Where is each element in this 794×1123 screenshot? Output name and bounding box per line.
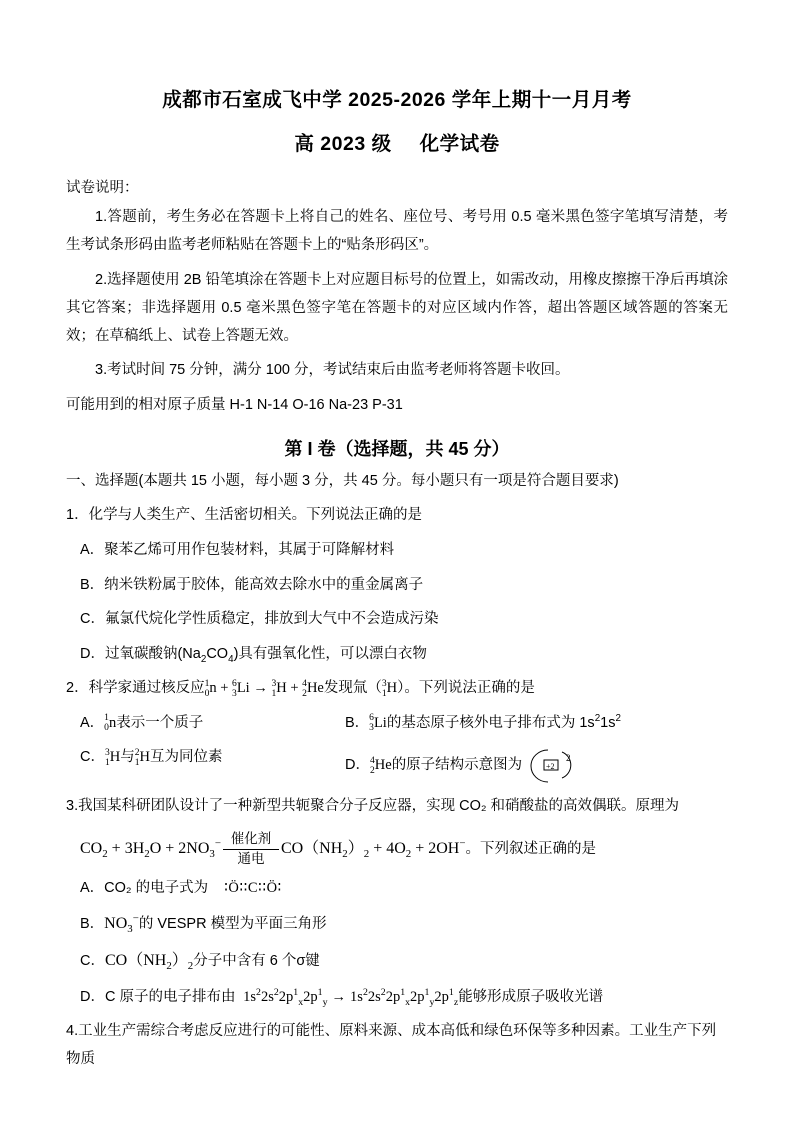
grade-label: 高 2023 级 [294,133,392,155]
question-1-option-a: A．聚苯乙烯可用作包装材料，其属于可降解材料 [80,541,395,558]
question-2-option-b: B． 6 3 Li的基态原子核外电子排布式为 $1s^21s^2$ [345,712,621,734]
question-1-option-c: C．氟氯代烷化学性质稳定，排放到大气中不会造成污染 [80,611,439,628]
question-3-stem: 3.我国某科研团队设计了一种新型共轭聚合分子反应器，实现 CO₂ 和硝酸盐的高效偶联。原理为 [66,798,680,815]
question-2-option-d: D． 4 2 He的原子结构示意图为 +2 2 [345,744,728,786]
question-3-option-d: D．C 原子的电子排布由 $1s^22s^22p^1_x2p^1_y \to 1s^22s^22p^1_x2p^1_y2p^1_z$能够形成原子吸收光谱 [80,987,604,1008]
question-3-equation: $CO_2 + 3H_2O + 2NO_3^-$ 催化剂 通电 $CO(NH_2)_2 + 4O_2 + 2OH^-$ 。下列叙述正确的是 [80,830,596,866]
section-one-head: 一、选择题(本题共 15 小题，每小题 3 分，共 45 分。每小题只有一项是符合题目要求) [66,472,619,489]
question-2-stem: 2．科学家通过核反应 1 0 n + 6 3 Li → 3 1 H + 4 2 He发现氚（ 3 1 H）。下列说法正确的是 [66,677,535,699]
question-3-equation-tail: 。下列叙述正确的是 [465,840,596,857]
question-2-option-a: A． 1 0 n表示一个质子 [80,712,204,734]
page-title: 成都市石室成飞中学 2025-2026 学年上期十一月月考 [162,89,632,111]
question-2-options-row-2 [66,744,728,786]
question-2-options-row-1 [66,710,728,738]
instructions-label: 试卷说明： [66,180,139,196]
question-3-option-c: C．$CO(NH_2)_2$分子中含有 6 个σ键 [80,952,320,973]
question-3-option-b: B．$NO_3^-$的 VESPR 模型为平面三角形 [80,912,327,936]
reaction-condition: 催化剂 通电 [223,831,279,868]
svg-text:2: 2 [566,753,571,764]
question-1-stem: 1．化学与人类生产、生活密切相关。下列说法正确的是 [66,507,423,524]
instruction-item-1: 1.答题前，考生务必在答题卡上将自己的姓名、座位号、考号用 0.5 毫米黑色签字笔填写清楚，考生考试条形码由监考老师粘贴在答题卡上的“贴条形码区”。 [66,209,728,254]
question-2-stem-text: 2．科学家通过核反应 [66,680,205,697]
question-3-option-a: A．CO₂ 的电子式为 ∶Ö∶∶C∶∶Ö∶ [80,879,282,896]
svg-text:+2: +2 [546,762,555,772]
atom-structure-diagram [526,744,582,786]
question-2-option-c: C． 3 1 H与 2 1 H互为同位素 [80,746,223,768]
question-2-stem-text-3: ）。下列说法正确的是 [397,680,535,697]
instruction-item-3: 3.考试时间 75 分钟，满分 100 分，考试结束后由监考老师将答题卡收回。 [95,362,570,379]
subject-label: 化学试卷 [419,133,500,155]
subtitle [66,128,728,156]
question-1-option-d: D．过氧碳酸钠$(Na_2CO_4)$具有强氧化性，可以漂白衣物 [80,645,427,665]
question-2-stem-text-2: 发现氚（ [323,680,382,697]
question-4-stem: 4.工业生产需综合考虑反应进行的可能性、原料来源、成本高低和绿色环保等多种因素。工业生产下列物质 [66,1023,717,1067]
lewis-structure-co2: ∶Ö∶∶C∶∶Ö∶ [224,879,282,896]
part-one-title: 第 I 卷（选择题，共 45 分） [284,438,510,459]
atomic-mass-line: 可能用到的相对原子质量 H-1 N-14 O-16 Na-23 P-31 [66,396,403,413]
instruction-item-2: 2.选择题使用 2B 铅笔填涂在答题卡上对应题目标号的位置上，如需改动，用橡皮擦擦干净后再填涂其它答案；非选择题用 0.5 毫米黑色签字笔在答题卡的对应区域内作答，超出答题区域答题的答案无效；在草稿纸上、试卷上答题无效。 [66,271,728,345]
question-1-option-b: B．纳米铁粉属于胶体，能高效去除水中的重金属离子 [80,576,424,593]
